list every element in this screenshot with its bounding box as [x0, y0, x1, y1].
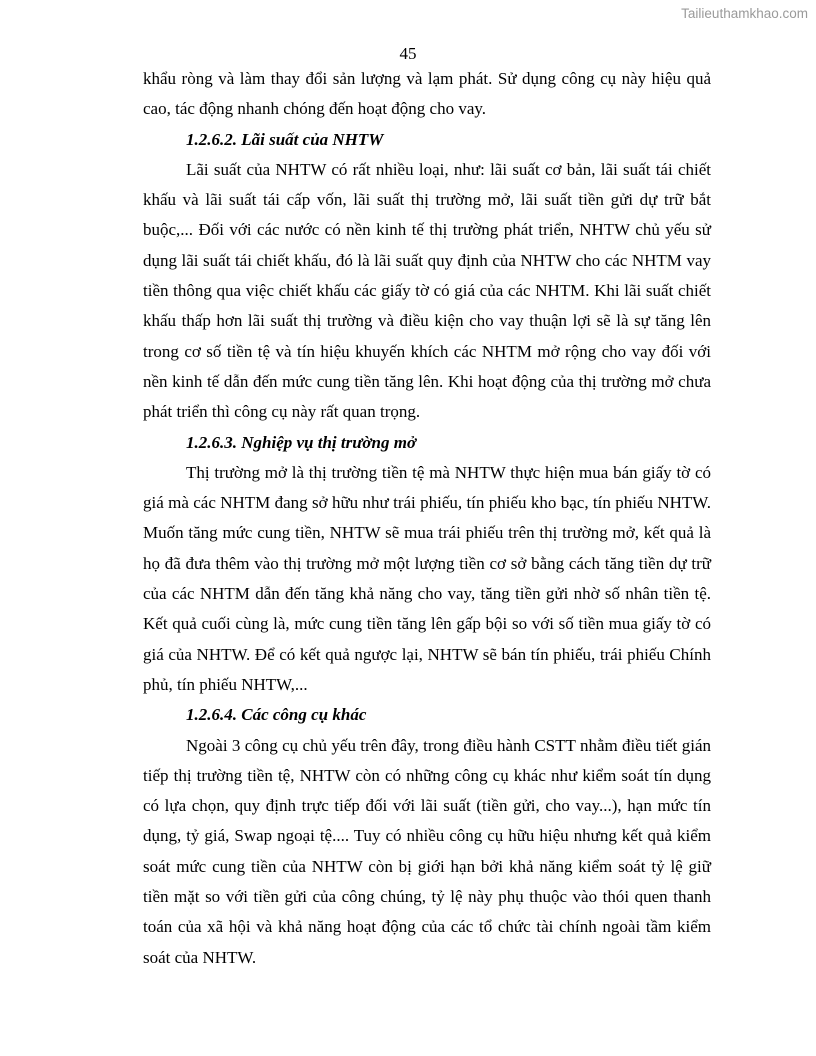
section-heading-interest-rate: 1.2.6.2. Lãi suất của NHTW — [186, 129, 384, 149]
section-heading-open-market: 1.2.6.3. Nghiệp vụ thị trường mở — [186, 432, 417, 452]
intro-paragraph: khẩu ròng và làm thay đổi sản lượng và lạm phát. Sử dụng công cụ này hiệu quả cao, tác động nhanh chóng đến hoạt động cho vay. — [143, 69, 711, 119]
section-body-interest-rate: Lãi suất của NHTW có rất nhiều loại, như: lãi suất cơ bản, lãi suất tái chiết khấu và lãi suất tái cấp vốn, lãi suất thị trường mở, lãi suất tiền gửi dự trữ bắt buộc,... Đối với các nước có nền kinh tế thị trường phát triển, NHTW chủ yếu sử dụng lãi suất tái chiết khấu, đó là lãi suất quy định của NHTW cho các NHTM vay tiền thông qua việc chiết khấu các giấy tờ có giá của các NHTM. Khi lãi suất chiết khấu thấp hơn lãi suất thị trường và điều kiện cho vay thuận lợi sẽ là sự tăng lên trong cơ số tiền tệ và tín hiệu khuyến khích các NHTM mở rộng cho vay đối với nền kinh tế dẫn đến mức cung tiền tăng lên. Khi hoạt động của thị trường mở chưa phát triển thì công cụ này rất quan trọng. — [143, 159, 711, 422]
section-body-other-tools: Ngoài 3 công cụ chủ yếu trên đây, trong điều hành CSTT nhằm điều tiết gián tiếp thị trường tiền tệ, NHTW còn có những công cụ khác như kiểm soát tín dụng có lựa chọn, quy định trực tiếp đối với lãi suất (tiền gửi, cho vay...), hạn mức tín dụng, tỷ giá, Swap ngoại tệ.... Tuy có nhiều công cụ hữu hiệu nhưng kết quả kiểm soát mức cung tiền của NHTW còn bị giới hạn bởi khả năng kiểm soát tỷ lệ giữ tiền mặt so với tiền gửi của công chúng, tỷ lệ này phụ thuộc vào thói quen thanh toán của xã hội và khả năng hoạt động của các tổ chức tài chính ngoài tầm kiểm soát của NHTW. — [143, 735, 711, 967]
page-number: 45 — [399, 44, 417, 63]
document-body — [143, 64, 711, 973]
watermark-link[interactable]: Tailieuthamkhao.com — [681, 6, 808, 21]
section-body-open-market: Thị trường mở là thị trường tiền tệ mà NHTW thực hiện mua bán giấy tờ có giá mà các NHTM đang sở hữu như trái phiếu, tín phiếu kho bạc, tín phiếu NHTW. Muốn tăng mức cung tiền, NHTW sẽ mua trái phiếu trên thị trường mở, kết quả là họ đã đưa thêm vào thị trường mở một lượng tiền cơ sở bằng cách tăng tiền dự trữ của các NHTM dẫn đến tăng khả năng cho vay, tăng tiền gửi nhờ số nhân tiền tệ. Kết quả cuối cùng là, mức cung tiền tăng lên gấp bội so với số tiền mua giấy tờ có giá của NHTW. Để có kết quả ngược lại, NHTW sẽ bán tín phiếu, trái phiếu Chính phủ, tín phiếu NHTW,... — [143, 462, 711, 694]
section-heading-other-tools: 1.2.6.4. Các công cụ khác — [186, 705, 367, 725]
